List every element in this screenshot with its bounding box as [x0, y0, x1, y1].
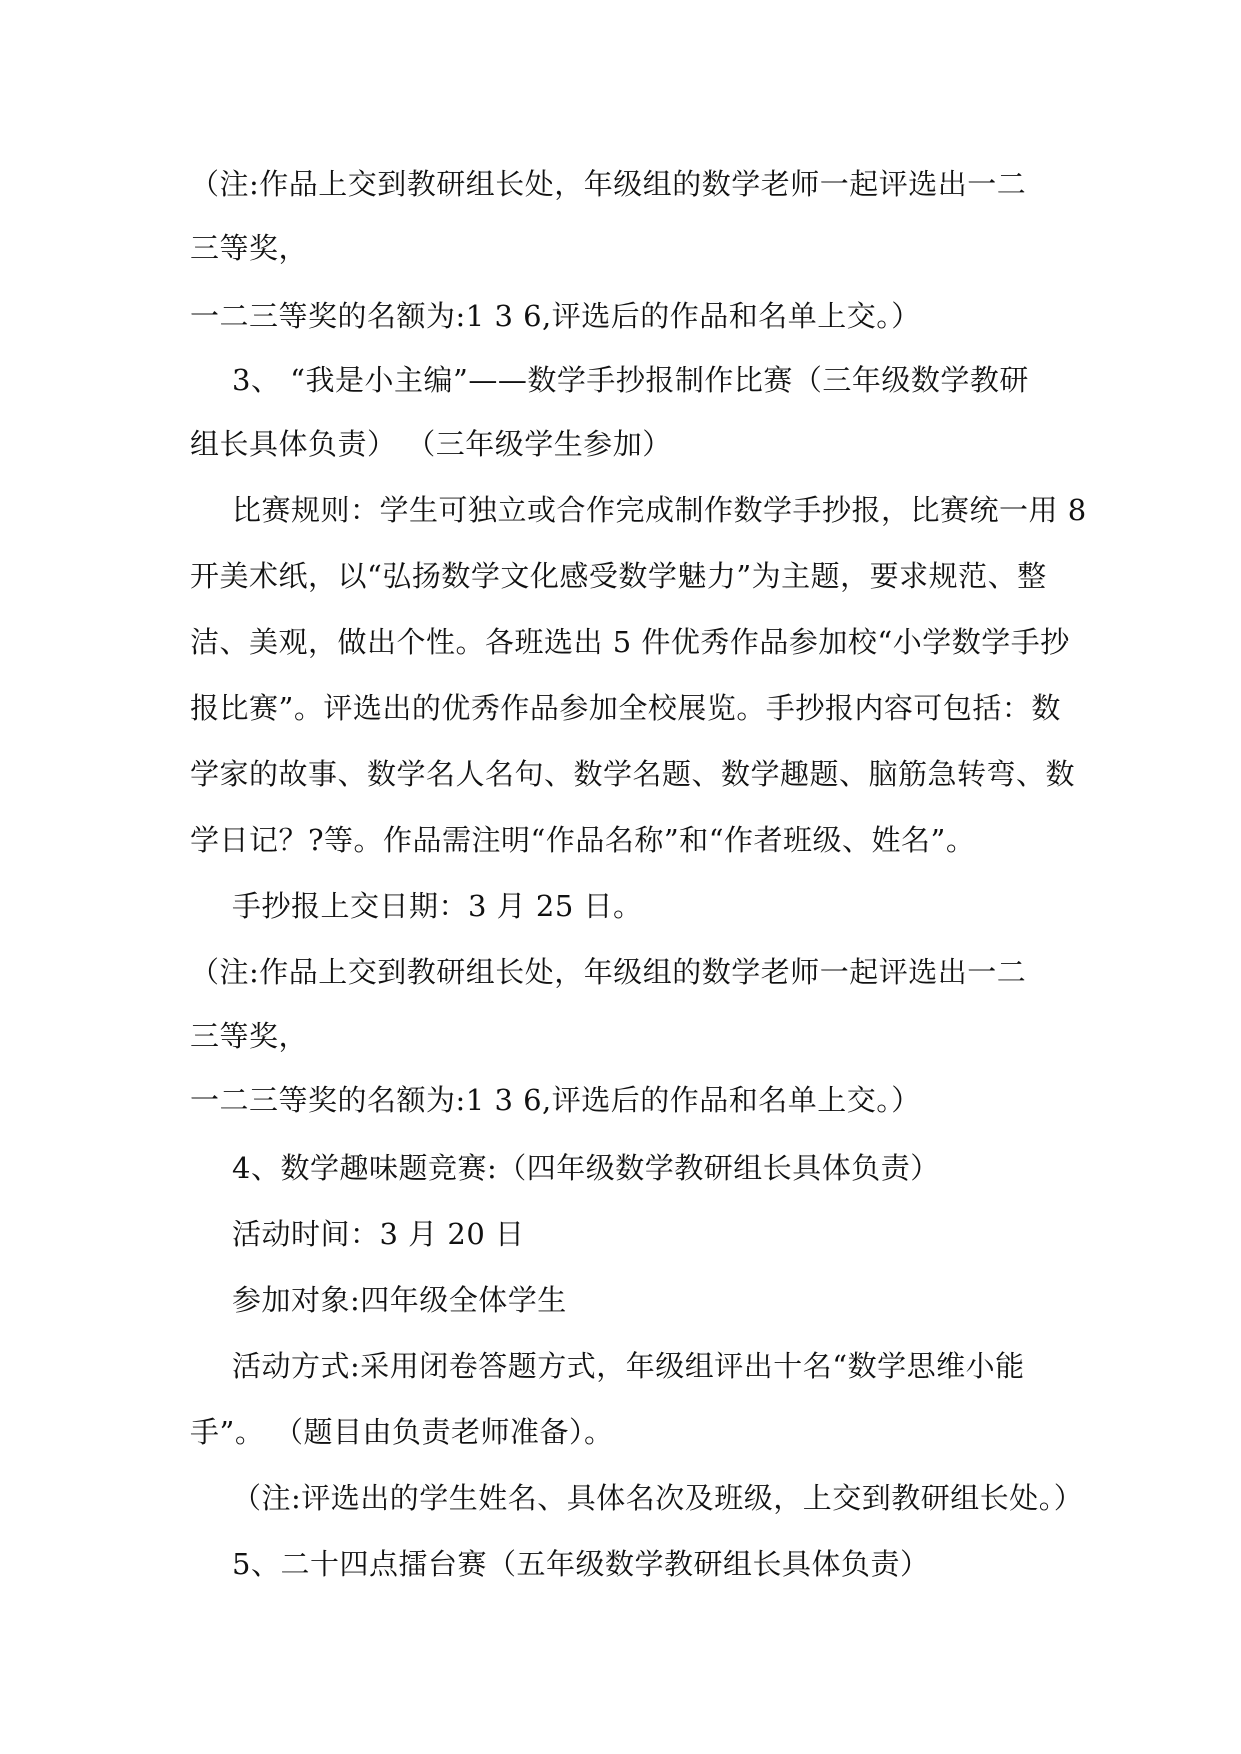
text-line: 一二三等奖的名额为:1 3 6,评选后的作品和名单上交。）	[190, 299, 921, 333]
text-line: 活动时间：3 月 20 日	[232, 1217, 525, 1251]
text-line: 5、二十四点擂台赛（五年级数学教研组长具体负责）	[232, 1547, 930, 1581]
text-line: 手抄报上交日期：3 月 25 日。	[232, 889, 643, 923]
text-line: （注:作品上交到教研组长处，年级组的数学老师一起评选出一二	[190, 955, 1027, 989]
text-line: （注:评选出的学生姓名、具体名次及班级，上交到教研组长处。）	[232, 1481, 1084, 1515]
text-line: 比赛规则：学生可独立或合作完成制作数学手抄报，比赛统一用 8	[232, 493, 1087, 527]
text-line: 学日记？?等。作品需注明“作品名称”和“作者班级、姓名”。	[190, 823, 976, 857]
text-line: 一二三等奖的名额为:1 3 6,评选后的作品和名单上交。）	[190, 1083, 921, 1117]
text-line: （注:作品上交到教研组长处，年级组的数学老师一起评选出一二	[190, 167, 1027, 201]
text-line: 三等奖，	[190, 231, 309, 265]
text-line: 手”。 （题目由负责老师准备）。	[190, 1415, 614, 1449]
text-line: 4、数学趣味题竞赛:（四年级数学教研组长具体负责）	[232, 1151, 940, 1185]
text-line: 报比赛”。评选出的优秀作品参加全校展览。手抄报内容可包括：数	[190, 691, 1061, 725]
text-line: 活动方式:采用闭卷答题方式，年级组评出十名“数学思维小能	[232, 1349, 1025, 1383]
text-line: 三等奖，	[190, 1019, 309, 1053]
text-line: 组长具体负责） （三年级学生参加）	[190, 427, 672, 461]
text-line: 学家的故事、数学名人名句、数学名题、数学趣题、脑筋急转弯、数	[190, 757, 1076, 791]
text-line: 参加对象:四年级全体学生	[232, 1283, 567, 1317]
text-line: 开美术纸，以“弘扬数学文化感受数学魅力”为主题，要求规范、整	[190, 559, 1047, 593]
text-line: 洁、美观，做出个性。各班选出 5 件优秀作品参加校“小学数学手抄	[190, 625, 1070, 659]
text-line: 3、 “我是小主编”——数学手抄报制作比赛（三年级数学教研	[232, 363, 1029, 397]
